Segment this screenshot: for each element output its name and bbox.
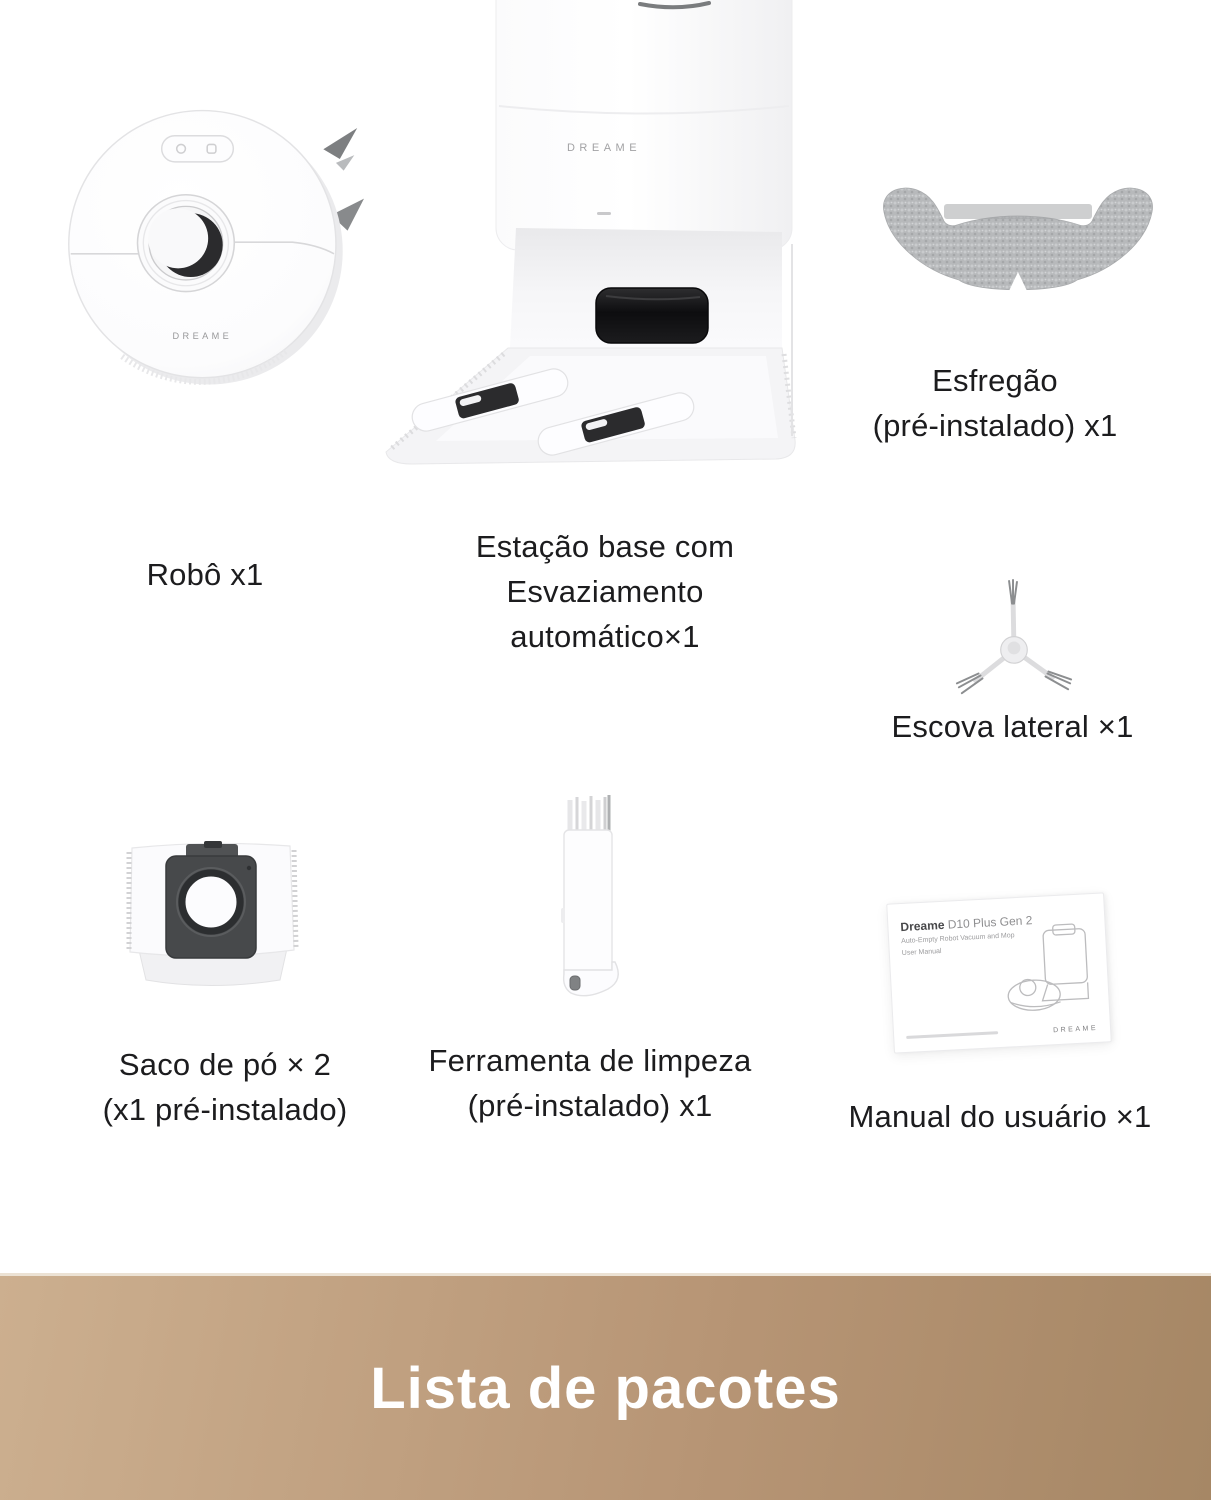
robot-lidar-turret — [138, 195, 235, 292]
dust-bag-inlet-ring — [182, 873, 240, 931]
manual-line-art — [1000, 920, 1101, 1021]
station-indicator — [597, 212, 611, 215]
mop-pad-velcro-strip — [944, 204, 1092, 219]
station-tower — [496, 0, 792, 250]
package-list-banner — [0, 1273, 1211, 1500]
manual-label: Manual do usuário ×1 — [848, 1099, 1152, 1134]
side-brush-label: Escova lateral ×1 — [891, 709, 1134, 744]
manual-brand-bold: Dreame — [900, 917, 945, 935]
cleaning-tool-label-line-2: (pré-instalado) x1 — [467, 1088, 713, 1123]
robot-vacuum-image — [62, 102, 364, 394]
base-station-image — [378, 0, 808, 472]
manual-subtitle-2: User Manual — [901, 947, 942, 958]
station-label — [420, 524, 790, 659]
station-label-line-2: Esvaziamento — [506, 574, 704, 609]
side-brush-image — [950, 576, 1078, 710]
dust-bag-serration-right — [294, 850, 296, 948]
robot-buttons — [162, 136, 234, 162]
manual-subtitle-1: Auto-Empty Robot Vacuum and Mop — [901, 932, 1015, 946]
cleaning-tool-label — [385, 1038, 795, 1128]
user-manual-image — [886, 892, 1112, 1053]
side-brush-hub — [1001, 637, 1028, 664]
manual-footer-brand: DREAME — [1052, 1024, 1099, 1035]
dust-bag-mount-plate — [166, 841, 256, 958]
cleaning-tool-bristles — [570, 795, 609, 834]
mop-label-line-1: Esfregão — [932, 363, 1058, 398]
manual-fineprint-line — [906, 1031, 998, 1039]
cleaning-tool-slot — [570, 976, 580, 990]
cleaning-tool-clip — [561, 908, 565, 923]
station-logo-text: DREAME — [566, 142, 642, 154]
station-sensor-window — [596, 288, 708, 343]
dust-bag-label-line-2: (x1 pré-instalado) — [102, 1092, 348, 1127]
cleaning-tool-image — [548, 792, 630, 1004]
robot-label: Robô x1 — [146, 557, 264, 592]
mop-label-line-2: (pré-instalado) x1 — [872, 408, 1118, 443]
robot-logo-text: DREAME — [172, 330, 233, 341]
dust-bag-image — [108, 828, 316, 996]
mop-label — [822, 358, 1168, 448]
station-label-line-1: Estação base com — [475, 529, 735, 564]
cleaning-tool-label-line-1: Ferramenta de limpeza — [428, 1043, 752, 1078]
manual-model-text: D10 Plus Gen 2 — [944, 913, 1033, 932]
station-label-line-3: automático×1 — [510, 619, 700, 654]
cleaning-tool-body — [564, 830, 612, 980]
mop-pad-image — [872, 180, 1164, 306]
dust-bag-label-line-1: Saco de pó × 2 — [118, 1047, 332, 1082]
dust-bag-label — [50, 1042, 400, 1132]
banner-title: Lista de pacotes — [370, 1355, 841, 1421]
station-ramp — [386, 348, 795, 464]
